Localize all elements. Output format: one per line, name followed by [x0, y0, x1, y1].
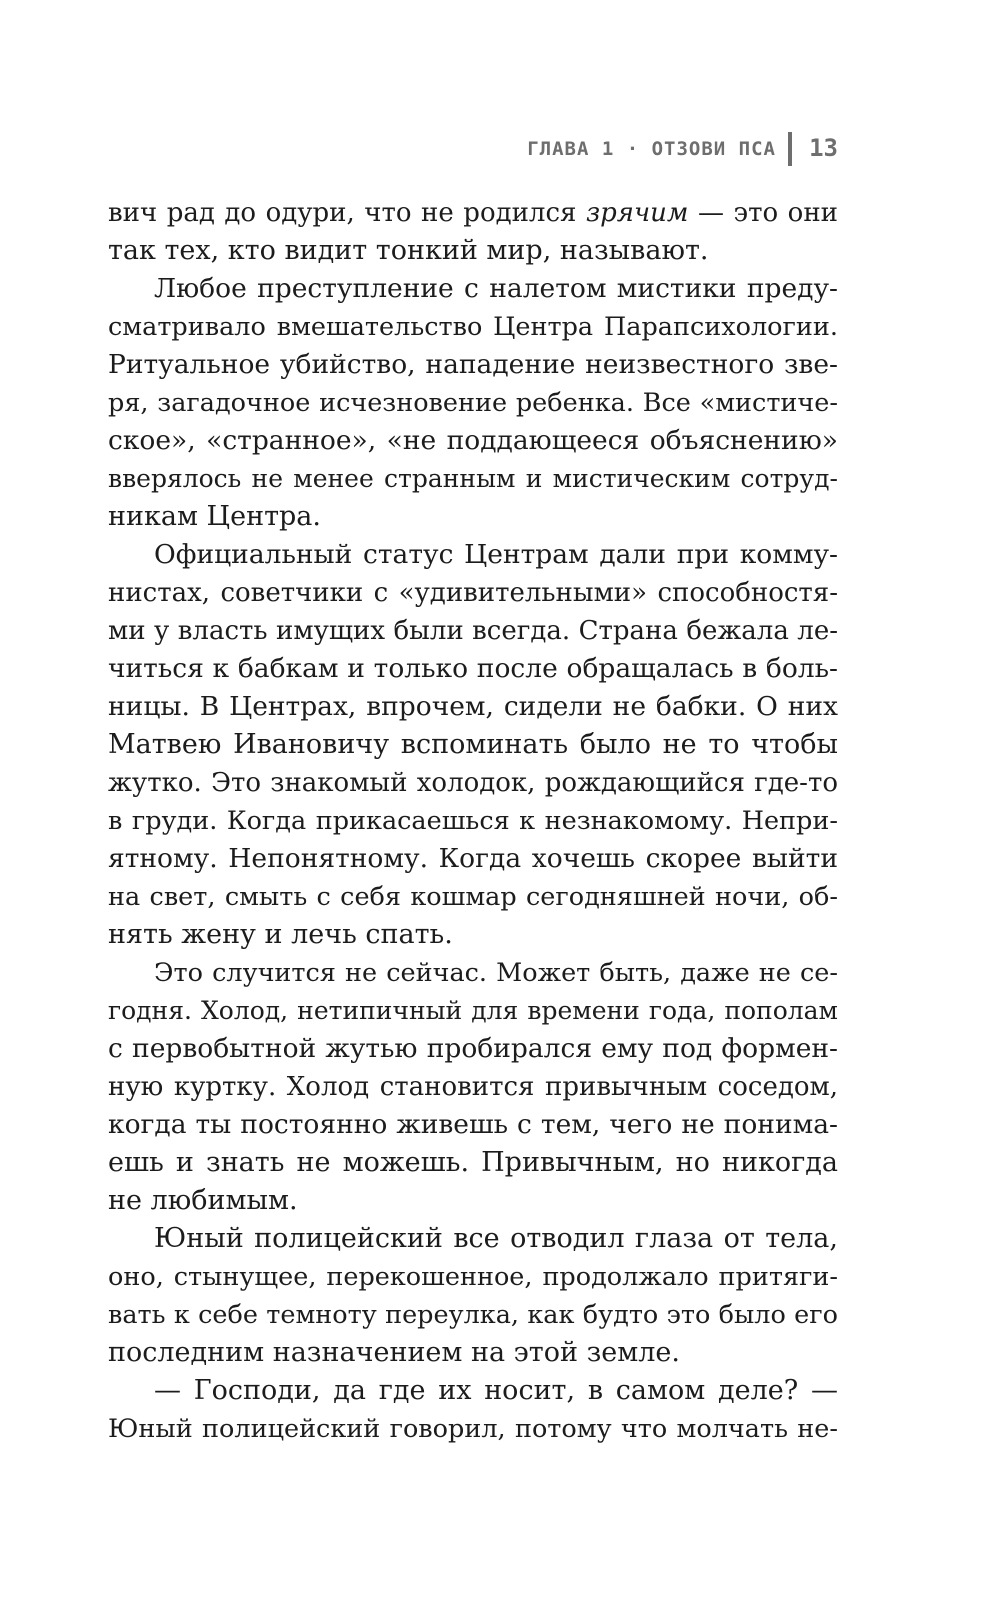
text-line [108, 346, 838, 384]
text-segment: ную куртку. Холод становится привычным соседом, [108, 1072, 838, 1102]
running-head [520, 130, 838, 170]
text-line [108, 574, 838, 612]
text-line [108, 954, 838, 992]
text-line [108, 498, 838, 536]
text-line [108, 1258, 838, 1296]
text-segment: годня. Холод, нетипичный для времени года, пополам [108, 996, 838, 1025]
text-line [108, 802, 838, 840]
text-segment: когда ты постоянно живешь с тем, чего не понима- [108, 1109, 838, 1140]
text-line [108, 1334, 838, 1372]
text-segment: Официальный статус Центрам дали при комму- [154, 539, 838, 570]
text-segment: ятному. Непонятному. Когда хочешь скорее выйти [108, 843, 838, 874]
text-segment: читься к бабкам и только после обращалась в боль- [108, 653, 838, 684]
text-line [108, 612, 838, 650]
text-line [108, 1068, 838, 1106]
text-line [108, 650, 838, 688]
text-segment: на свет, смыть с себя кошмар сегодняшней ночи, об- [108, 882, 838, 912]
page-number: 13 [809, 134, 838, 162]
text-line [108, 1144, 838, 1182]
text-line [108, 536, 838, 574]
text-segment: оно, стынущее, перекошенное, продолжало притяги- [108, 1262, 838, 1292]
text-segment: последним назначением на этой земле. [108, 1337, 680, 1368]
text-line [108, 270, 838, 308]
text-segment: так тех, кто видит тонкий мир, называют. [108, 235, 709, 266]
text-segment: ря, загадочное исчезновение ребенка. Все «мистиче- [108, 388, 838, 418]
text-line [108, 384, 838, 422]
text-line [108, 916, 838, 954]
text-segment: вич рад до одури, что не родился [108, 198, 586, 228]
text-line [108, 1030, 838, 1068]
text-line [108, 308, 838, 346]
text-line [108, 878, 838, 916]
text-segment: Матвею Ивановичу вспоминать было не то чтобы [108, 729, 838, 760]
text-segment: вверялось не менее странным и мистическим сотруд- [108, 464, 838, 493]
text-segment: не любимым. [108, 1185, 298, 1216]
text-segment: Любое преступление с налетом мистики преду- [154, 273, 838, 304]
text-line [108, 1220, 838, 1258]
text-line [108, 232, 838, 270]
text-segment: сматривало вмешательство Центра Парапсихологии. [108, 312, 838, 342]
text-segment: Это случится не сейчас. Может быть, даже не се- [154, 958, 838, 988]
text-line [108, 1410, 838, 1448]
text-line [108, 688, 838, 726]
text-segment: Ритуальное убийство, нападение неизвестного зве- [108, 349, 838, 380]
text-segment: с первобытной жутью пробирался ему под формен- [108, 1033, 838, 1064]
text-line [108, 422, 838, 460]
text-segment: ми у власть имущих были всегда. Страна бежала ле- [108, 616, 838, 646]
text-line [108, 840, 838, 878]
text-line [108, 764, 838, 802]
emphasis-word: зрячим [585, 198, 689, 228]
body-text [108, 194, 838, 1448]
text-segment: вать к себе темноту переулка, как будто это было его [108, 1300, 838, 1330]
text-segment: никам Центра. [108, 501, 321, 532]
text-segment: ешь и знать не можешь. Привычным, но никогда [108, 1147, 838, 1178]
text-line [108, 1106, 838, 1144]
text-segment: — Господи, да где их носит, в самом деле? — [154, 1375, 838, 1406]
chapter-title: ГЛАВА 1 · ОТЗОВИ ПСА [527, 138, 776, 160]
text-line [108, 460, 838, 498]
text-segment: в груди. Когда прикасаешься к незнакомому. Непри- [108, 806, 838, 836]
text-line [108, 1296, 838, 1334]
text-line [108, 726, 838, 764]
text-segment: нять жену и лечь спать. [108, 919, 453, 950]
text-segment: жутко. Это знакомый холодок, рождающийся где-то [108, 768, 838, 798]
text-segment: Юный полицейский все отводил глаза от тела, [154, 1223, 838, 1254]
text-segment: Юный полицейский говорил, потому что молчать не- [108, 1414, 838, 1444]
text-segment: ницы. В Центрах, впрочем, сидели не бабки. О них [108, 691, 838, 722]
text-line [108, 194, 838, 232]
header-divider [788, 132, 792, 166]
text-line [108, 992, 838, 1030]
text-line [108, 1182, 838, 1220]
text-line [108, 1372, 838, 1410]
text-segment: нистах, советчики с «удивительными» способностя- [108, 578, 838, 608]
text-segment: ское», «странное», «не поддающееся объяснению» [108, 425, 838, 456]
text-segment: — это они [688, 198, 838, 228]
